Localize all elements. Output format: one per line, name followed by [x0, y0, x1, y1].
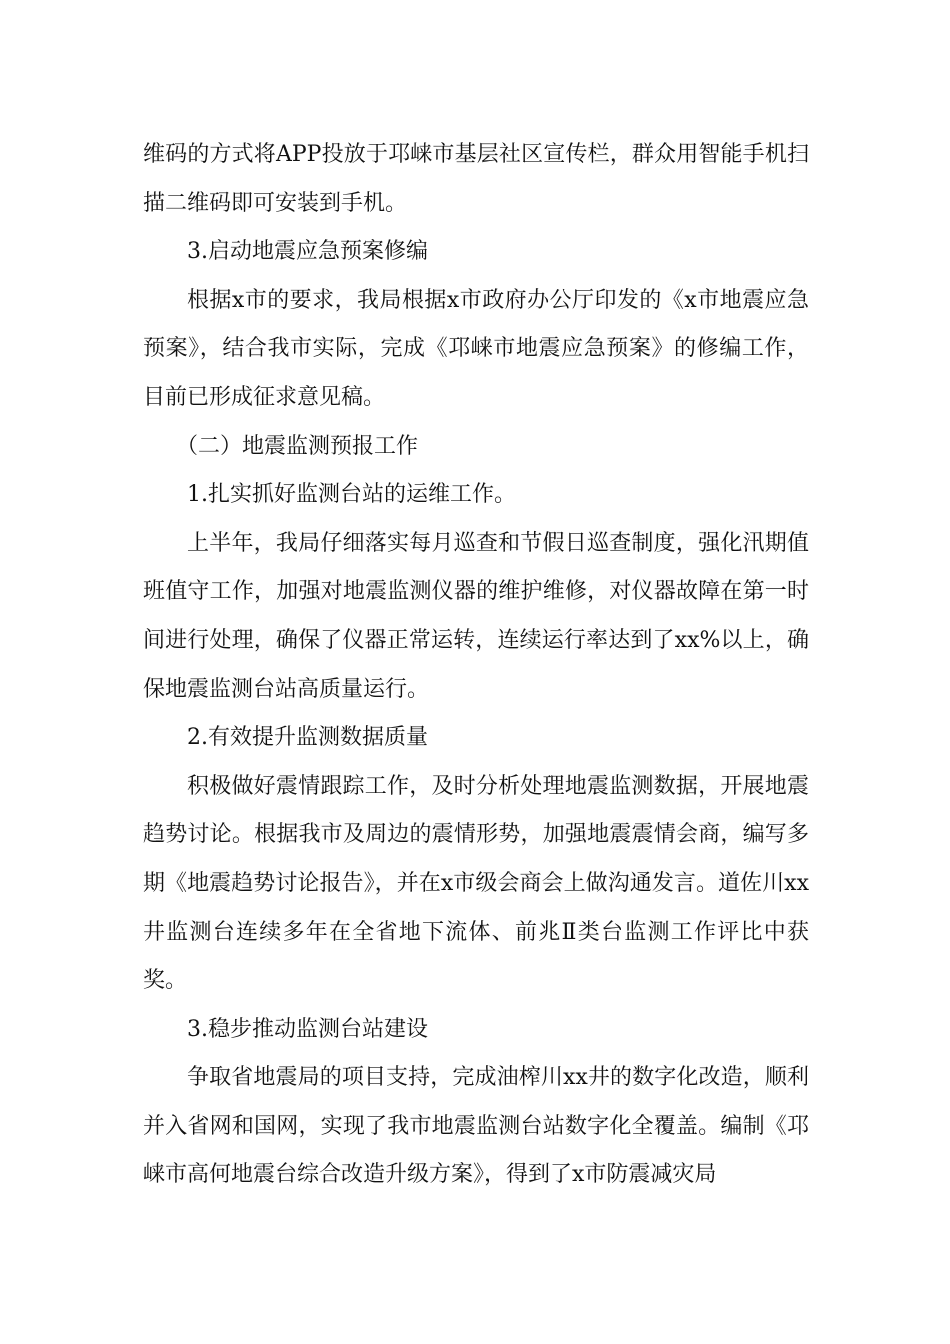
paragraph-continuation: 维码的方式将APP投放于邛崃市基层社区宣传栏，群众用智能手机扫描二维码即可安装到手机。	[143, 142, 809, 216]
paragraph-station-construction: 争取省地震局的项目支持，完成油榨川xx井的数字化改造，顺利并入省网和国网，实现了我市地震监测台站数字化全覆盖。编制《邛崃市高何地震台综合改造升级方案》，得到了x市防震减灾局	[143, 1065, 809, 1188]
paragraph-data-quality: 积极做好震情跟踪工作，及时分析处理地震监测数据，开展地震趋势讨论。根据我市及周边的震情形势，加强地震震情会商，编写多期《地震趋势讨论报告》，并在x市级会商会上做沟通发言。道佐川xx井监测台连续多年在全省地下流体、前兆Ⅱ类台监测工作评比中获奖。	[143, 773, 809, 994]
heading-station-maintenance: 1.扎实抓好监测台站的运维工作。	[187, 482, 516, 508]
heading-data-quality: 2.有效提升监测数据质量	[187, 725, 428, 751]
heading-emergency-plan: 3.启动地震应急预案修编	[187, 239, 428, 265]
document-body	[143, 131, 809, 1200]
section-heading-monitoring: （二）地震监测预报工作	[176, 433, 419, 459]
paragraph-emergency-plan: 根据x市的要求，我局根据x市政府办公厅印发的《x市地震应急预案》，结合我市实际，完成《邛崃市地震应急预案》的修编工作，目前已形成征求意见稿。	[143, 287, 809, 410]
heading-station-construction: 3.稳步推动监测台站建设	[187, 1016, 428, 1042]
paragraph-station-maintenance: 上半年，我局仔细落实每月巡查和节假日巡查制度，强化汛期值班值守工作，加强对地震监测仪器的维护维修，对仪器故障在第一时间进行处理，确保了仪器正常运转，连续运行率达到了xx%以上，确保地震监测台站高质量运行。	[143, 530, 809, 702]
